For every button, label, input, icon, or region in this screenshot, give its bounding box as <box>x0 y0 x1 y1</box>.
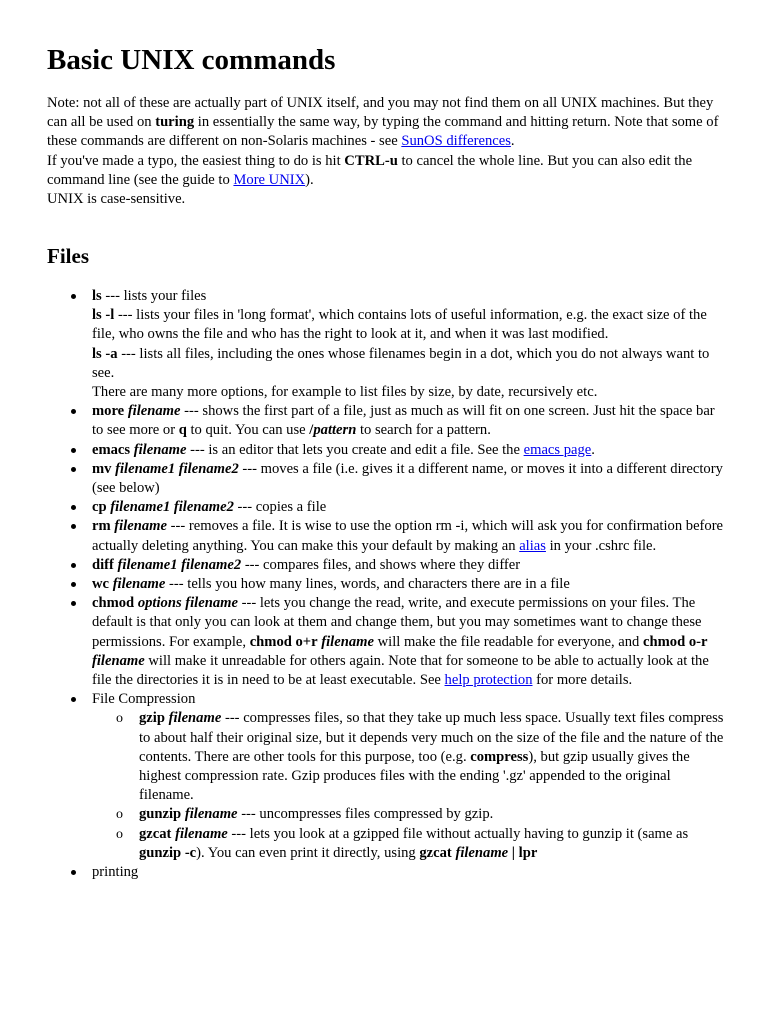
list-item-printing: printing <box>47 863 725 882</box>
intro-section <box>47 94 727 209</box>
help-protection-link[interactable]: help protection <box>444 672 533 689</box>
list-item-emacs: emacs filename --- is an editor that lets you create and edit a file. See the emacs page. <box>47 441 725 460</box>
list-item-more: more filename --- shows the first part of a file, just as much as will fit on one screen. Just hit the space bar to see more or q to quit. You can use /pattern to search for a pattern. <box>47 402 725 440</box>
turing-emphasis: turing <box>155 114 195 131</box>
sublist-item-gzip: o gzip filename --- compresses files, so that they take up much less space. Usually text files compress to about half their original size, but it depends very much on the size of the file and the nature of the contents. There are other tools for this purpose, too (e.g. compress), but gzip usually gives the highest compression rate. Gzip produces files with the ending '.gz' appended to the original filename. <box>92 709 725 805</box>
list-item-file-compression: File Compression o gzip filename --- compresses files, so that they take up much less space. Usually text files compress to about half their original size, but it depends very much on the size of the file and the nature of the contents. There are other tools for this purpose, too (e.g. compress), but gzip usually gives the highest compression rate. Gzip produces files with the ending '.gz' appended to the original filename. o gunzip filename --- uncompresses files compressed by gzip. o gzcat filename --- lets you look at a gzipped file without actually having to gunzip it (same as gunzip -c). You can even print it directly, using gzcat filename | lpr <box>47 690 725 863</box>
list-item-wc: wc filename --- tells you how many lines, words, and characters there are in a file <box>47 575 725 594</box>
list-item-rm: rm filename --- removes a file. It is wise to use the option rm -i, which will ask you for confirmation before actually deleting anything. You can make this your default by making an alias in your .cshrc file. <box>47 517 725 555</box>
list-item-diff: diff filename1 filename2 --- compares files, and shows where they differ <box>47 556 725 575</box>
list-item-chmod: chmod options filename --- lets you change the read, write, and execute permissions on your files. The default is that only you can look at them and change them, but you may sometimes want to change these permissions. For example, chmod o+r filename will make the file readable for everyone, and chmod o-r filename will make it unreadable for others again. Note that for someone to be able to actually look at the file the directories it is in need to be at least executable. See help protection for more details. <box>47 594 725 690</box>
page-title: Basic UNIX commands <box>47 44 336 76</box>
intro-note: Note: not all of these are actually part of UNIX itself, and you may not find them on all UNIX machines. But they can all be used on turing in essentially the same way, by typing the command and hitting return. Note that some of these commands are different on non-Solaris machines - see SunOS differences. <box>47 95 719 150</box>
sublist-item-gzcat: o gzcat filename --- lets you look at a gzipped file without actually having to gunzip it (same as gunzip -c). You can even print it directly, using gzcat filename | lpr <box>92 825 725 863</box>
section-title-files: Files <box>47 244 89 268</box>
list-item-ls: ls --- lists your files ls -l --- lists your files in 'long format', which contains lots of useful information, e.g. the exact size of the file, who owns the file and who has the right to look at it, and when it was last modified. ls -a --- lists all files, including the ones whose filenames begin in a dot, which you do not always want to see. There are many more options, for example to list files by size, by date, recursively etc. <box>47 287 725 402</box>
more-unix-link[interactable]: More UNIX <box>233 171 306 188</box>
ctrl-u-key: CTRL-u <box>344 152 398 169</box>
list-item-mv: mv filename1 filename2 --- moves a file (i.e. gives it a different name, or moves it into a different directory (see below) <box>47 460 725 498</box>
files-command-list <box>47 287 725 882</box>
list-item-cp: cp filename1 filename2 --- copies a file <box>47 498 725 517</box>
alias-link[interactable]: alias <box>519 537 546 554</box>
intro-case-note: UNIX is case-sensitive. <box>47 191 186 208</box>
intro-typo-tip: If you've made a typo, the easiest thing to do is hit CTRL-u to cancel the whole line. But you can also edit the command line (see the guide to More UNIX). <box>47 152 693 188</box>
sublist-item-gunzip: o gunzip filename --- uncompresses files compressed by gzip. <box>92 805 725 824</box>
compression-sublist <box>92 709 725 863</box>
sunos-differences-link[interactable]: SunOS differences <box>401 133 511 150</box>
emacs-page-link[interactable]: emacs page <box>523 441 592 458</box>
